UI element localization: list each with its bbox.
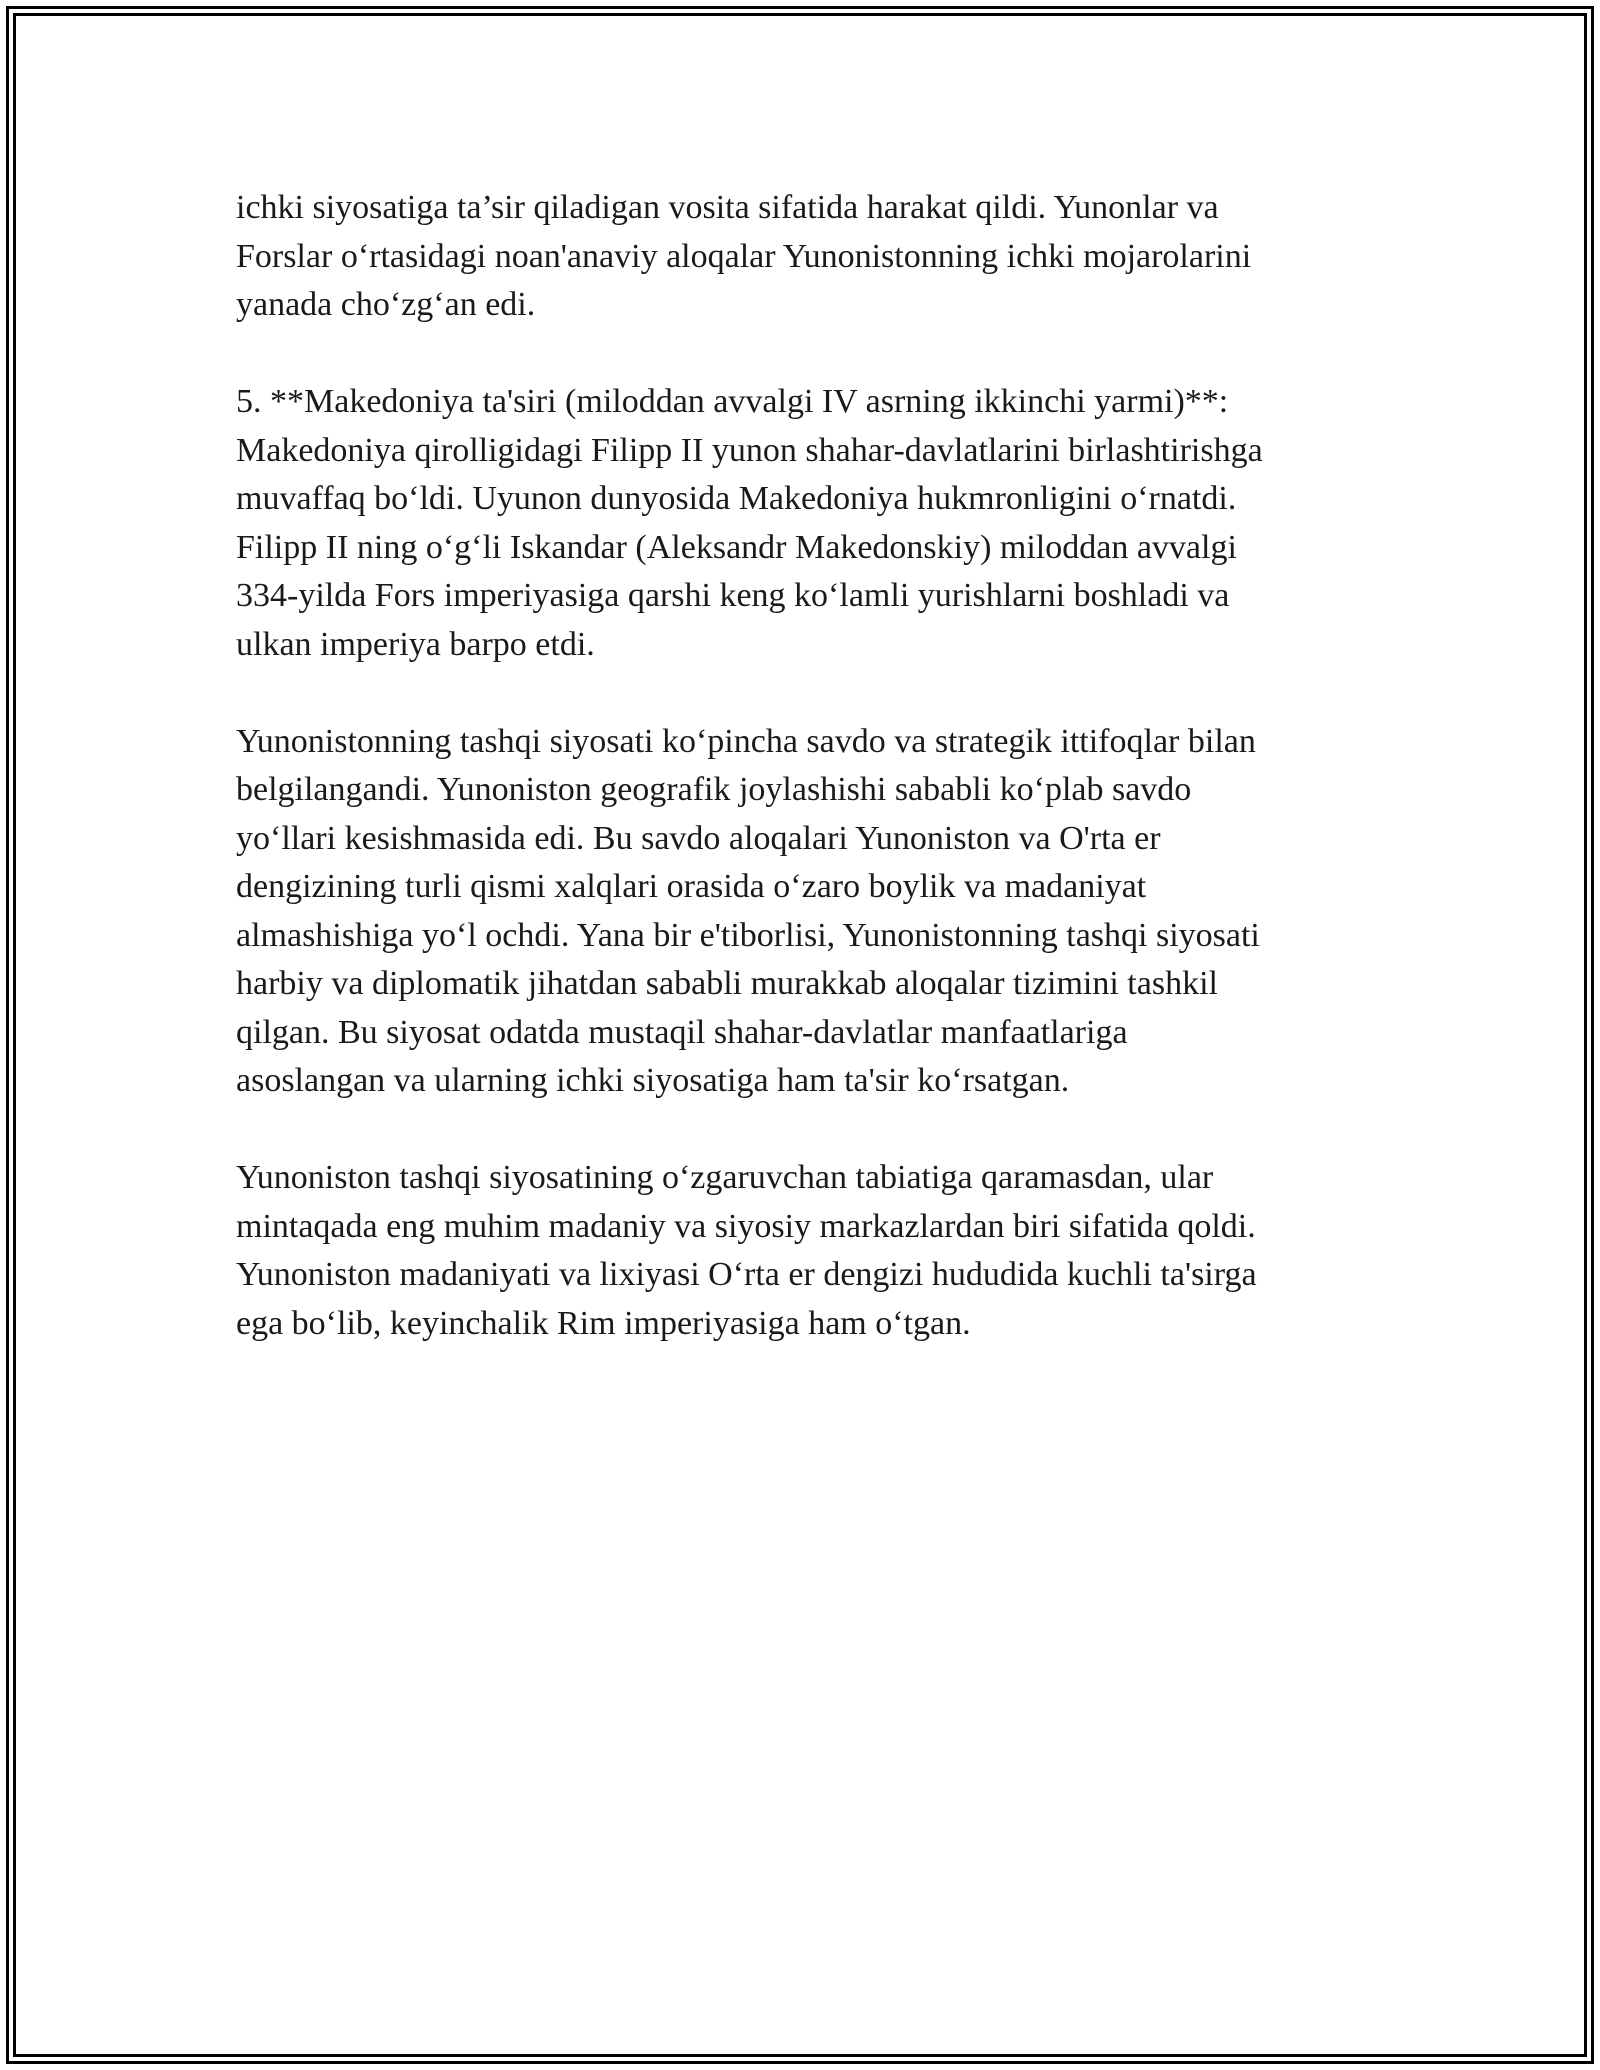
text-line: qilgan. Bu siyosat odatda mustaqil shahar-davlatlar manfaatlariga bbox=[236, 1013, 1128, 1051]
text-line: ulkan imperiya barpo etdi. bbox=[236, 625, 595, 663]
text-line: Filipp II ning o‘g‘li Iskandar (Aleksandr Makedonskiy) miloddan avvalgi bbox=[236, 528, 1237, 566]
text-line: muvaffaq bo‘ldi. Uyunon dunyosida Makedoniya hukmronligini o‘rnatdi. bbox=[236, 480, 1237, 517]
text-line: ega bo‘lib, keyinchalik Rim imperiyasiga ham o‘tgan. bbox=[236, 1304, 971, 1342]
paragraph-1 bbox=[236, 184, 1366, 330]
text-line: almashishiga yo‘l ochdi. Yana bir e'tiborlisi, Yunonistonning tashqi siyosati bbox=[236, 916, 1260, 954]
paragraph-2 bbox=[236, 378, 1366, 669]
text-line: Makedoniya qirolligidagi Filipp II yunon shahar-davlatlarini birlashtirishga bbox=[236, 431, 1263, 469]
text-line: Yunoniston madaniyati va lixiyasi O‘rta er dengizi hududida kuchli ta'sirga bbox=[236, 1256, 1257, 1293]
text-line: Yunonistonning tashqi siyosati ko‘pincha savdo va strategik ittifoqlar bilan bbox=[236, 722, 1256, 760]
text-line: 5. **Makedoniya ta'siri (miloddan avvalgi IV asrning ikkinchi yarmi)**: bbox=[236, 383, 1229, 420]
text-line: yo‘llari kesishmasida edi. Bu savdo aloqalari Yunoniston va O'rta er bbox=[236, 819, 1161, 857]
paragraph-4 bbox=[236, 1154, 1366, 1348]
text-line: Forslar o‘rtasidagi noan'anaviy aloqalar Yunonistonning ichki mojarolarini bbox=[236, 237, 1252, 275]
document-body bbox=[236, 184, 1366, 1397]
text-line: harbiy va diplomatik jihatdan sababli murakkab aloqalar tizimini tashkil bbox=[236, 965, 1218, 1002]
paragraph-3 bbox=[236, 718, 1366, 1106]
text-line: yanada cho‘zg‘an edi. bbox=[236, 286, 536, 323]
text-line: dengizining turli qismi xalqlari orasida o‘zaro boylik va madaniyat bbox=[236, 868, 1147, 905]
text-line: ichki siyosatiga ta’sir qiladigan vosita sifatida harakat qildi. Yunonlar va bbox=[236, 189, 1219, 226]
text-line: 334-yilda Fors imperiyasiga qarshi keng ko‘lamli yurishlarni boshladi va bbox=[236, 577, 1230, 614]
text-line: mintaqada eng muhim madaniy va siyosiy markazlardan biri sifatida qoldi. bbox=[236, 1207, 1256, 1245]
text-line: asoslangan va ularning ichki siyosatiga ham ta'sir ko‘rsatgan. bbox=[236, 1062, 1070, 1099]
text-line: belgilangandi. Yunoniston geografik joylashishi sababli ko‘plab savdo bbox=[236, 771, 1192, 808]
text-line: Yunoniston tashqi siyosatining o‘zgaruvchan tabiatiga qaramasdan, ular bbox=[236, 1159, 1214, 1196]
